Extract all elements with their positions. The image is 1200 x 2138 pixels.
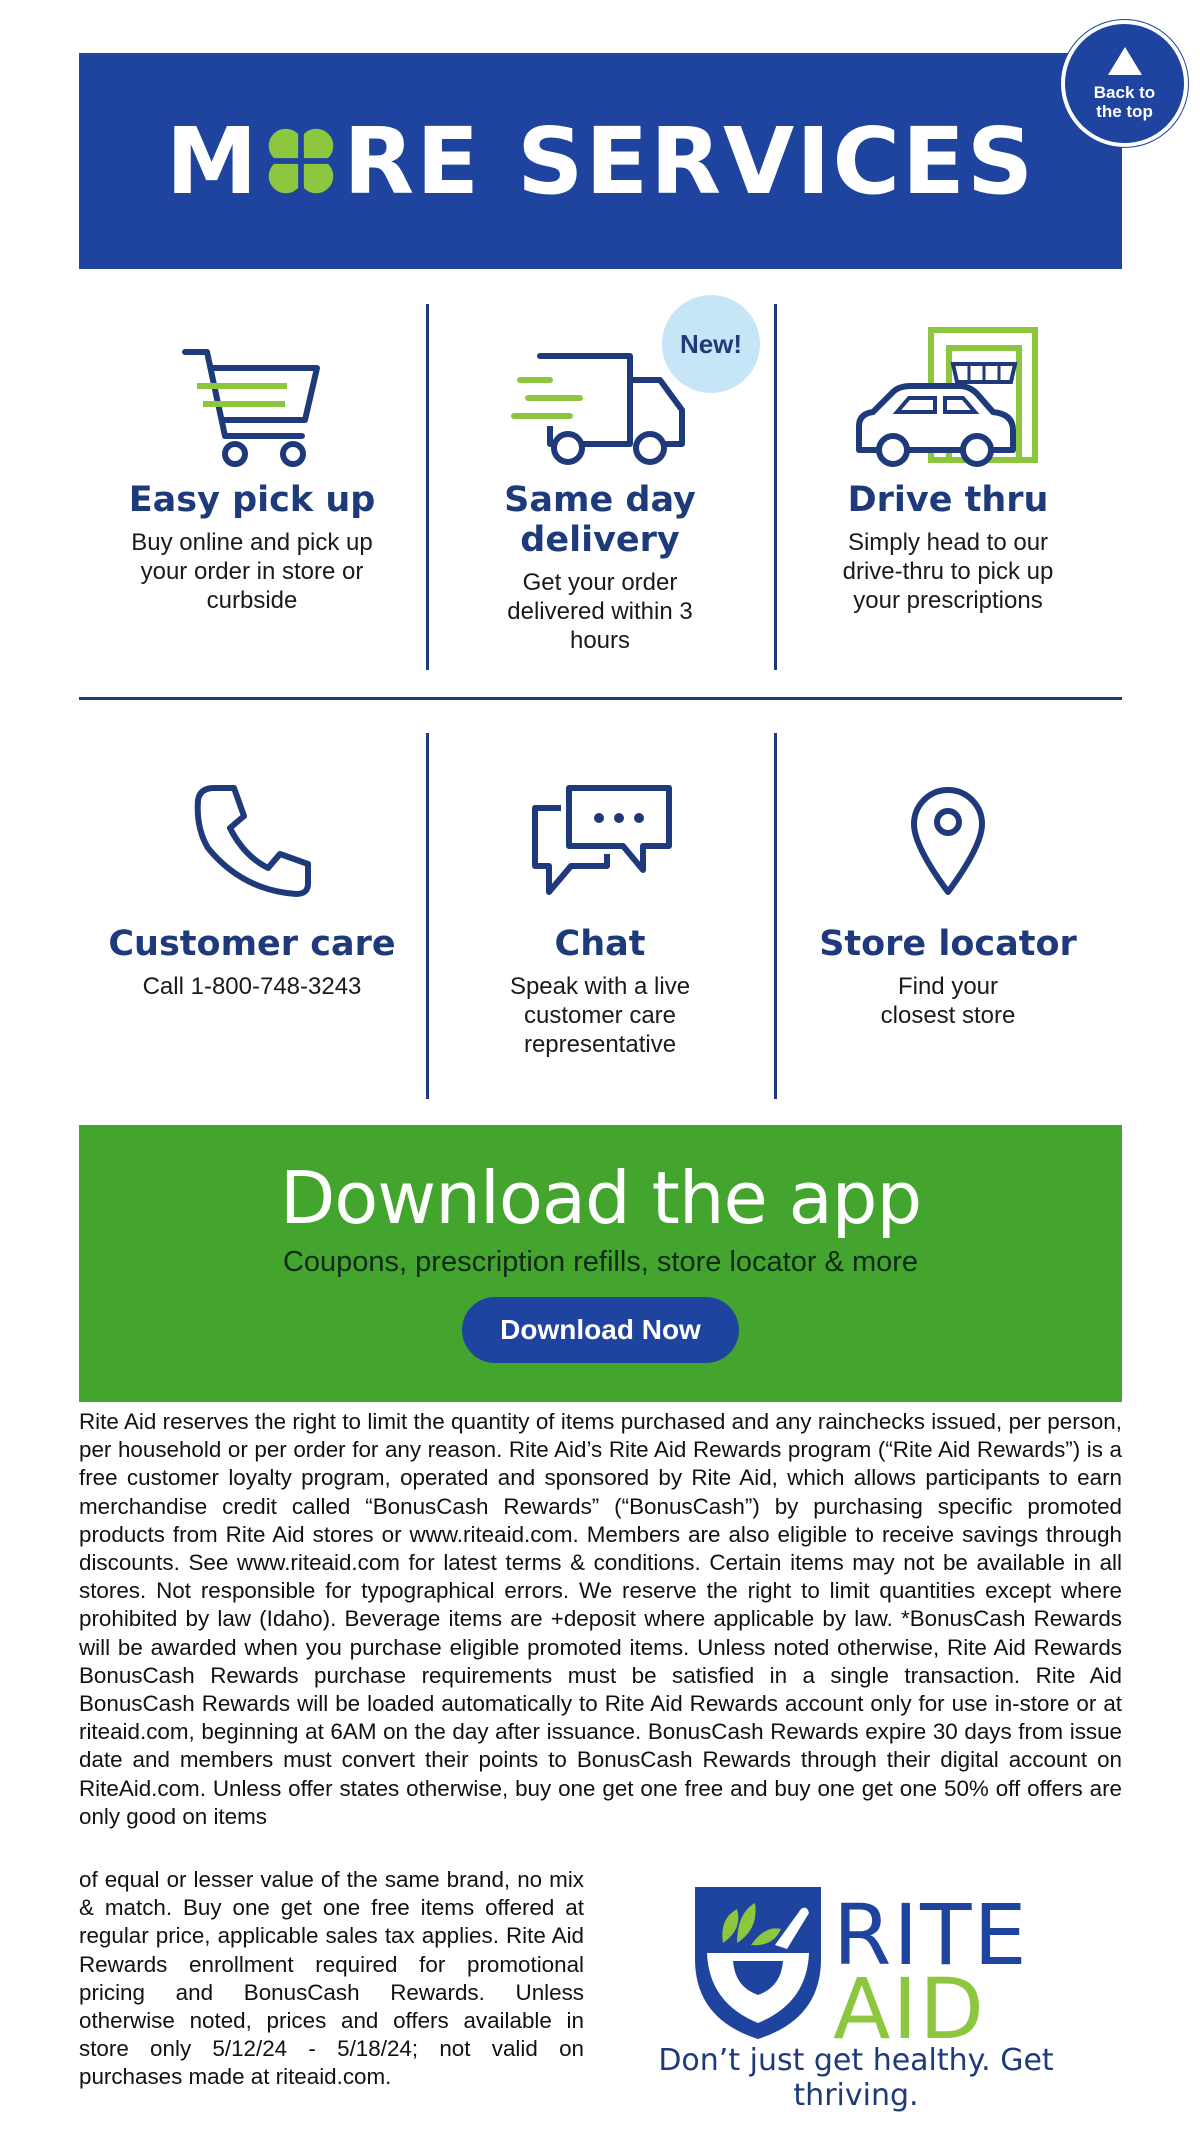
service-description: Buy online and pick up your order in store or curbside: [131, 529, 373, 614]
service-title: Store locator: [819, 924, 1077, 964]
phone-icon: [192, 782, 312, 900]
service-description: Simply head to our drive-thru to pick up your prescriptions: [842, 529, 1054, 614]
grid-divider: [426, 733, 429, 1099]
service-title: Same day delivery: [504, 480, 696, 560]
download-now-button[interactable]: Download Now: [462, 1297, 739, 1363]
logo-word-rite: RITE: [833, 1886, 1029, 1984]
location-pin-icon: [906, 782, 990, 900]
service-title: Easy pick up: [128, 480, 376, 520]
service-title: Chat: [554, 924, 646, 964]
back-to-top-button[interactable]: [1061, 20, 1188, 147]
triangle-up-icon: [1108, 47, 1142, 75]
back-to-top-label: Back to the top: [1093, 82, 1156, 121]
chat-bubbles-icon: [525, 782, 675, 900]
mortar-pestle-shield-icon: [693, 1883, 823, 2043]
app-banner-title: Download the app: [279, 1156, 922, 1240]
grid-divider: [426, 304, 429, 670]
grid-divider: [79, 697, 1122, 700]
page-title: [166, 108, 1035, 215]
service-title: Drive thru: [847, 480, 1049, 520]
new-badge: New!: [662, 295, 760, 393]
clover-icon: [263, 123, 339, 199]
grid-divider: [774, 304, 777, 670]
app-banner-subtitle: Coupons, prescription refills, store locator & more: [282, 1246, 919, 1278]
title-services: SERVICES: [517, 107, 1036, 215]
logo-word-aid: AID: [833, 1960, 986, 2058]
title-letter-m: M: [165, 107, 260, 215]
service-chat[interactable]: [430, 782, 770, 1059]
legal-disclaimer-continued: of equal or lesser value of the same brand, no mix & match. Buy one get one free items offered at regular price, applicable sales tax applies. Rite Aid Rewards enrollment required for promotional pricing and BonusCash Rewards. Unless otherwise noted, prices and offers available in store only 5/12/24 - 5/18/24; not valid on purchases made at riteaid.com.: [79, 1867, 584, 2090]
service-customer-care[interactable]: [82, 782, 422, 1001]
download-app-banner: [79, 1125, 1122, 1402]
delivery-truck-icon: [510, 340, 690, 470]
service-description: Call 1-800-748-3243: [142, 973, 362, 1000]
logo-tagline: Don’t just get healthy. Get thriving.: [658, 2043, 1054, 2113]
service-drive-thru[interactable]: [778, 326, 1118, 615]
shopping-cart-icon: [177, 340, 327, 470]
title-rest: RE: [343, 107, 482, 215]
service-description: Find your closest store: [880, 973, 1016, 1029]
service-description: Get your order delivered within 3 hours: [507, 569, 693, 654]
legal-disclaimer: Rite Aid reserves the right to limit the quantity of items purchased and any rainchecks issued, per person, per household or per order for any reason. Rite Aid’s Rite Aid Rewards program (“Rite Aid Rewards”) is a free customer loyalty program, operated and sponsored by Rite Aid, which allows participants to earn merchandise credit called “BonusCash Rewards” (“BonusCash”) by purchasing specific promoted products from Rite Aid stores or www.riteaid.com. Members are also eligible to receive savings through discounts. See www.riteaid.com for latest terms & conditions. Certain items may not be available in all stores. Not responsible for typographical errors. We reserve the right to limit quantities except where prohibited by law (Idaho). Beverage items are +deposit where applicable by law. *BonusCash Rewards will be awarded when you purchase eligible promoted items. Unless noted otherwise, Rite Aid Rewards BonusCash Rewards purchase requirements must be satisfied in a single transaction. Rite Aid BonusCash Rewards will be loaded automatically to Rite Aid Rewards account only for use in-store or at riteaid.com, beginning at 6AM on the day after issuance. BonusCash Rewards expire 30 days from issue date and members must convert their points to BonusCash Rewards through their digital account on RiteAid.com. Unless offer states otherwise, buy one get one free and buy one get one 50% off offers are only good on items: [79, 1409, 1122, 1829]
service-store-locator[interactable]: [778, 782, 1118, 1030]
service-description: Speak with a live customer care representative: [509, 973, 691, 1058]
service-title: Customer care: [108, 924, 396, 964]
drive-thru-car-icon: [853, 326, 1043, 470]
service-same-day-delivery[interactable]: [430, 340, 770, 655]
more-services-banner: [79, 53, 1122, 269]
service-easy-pick-up[interactable]: [82, 340, 422, 615]
grid-divider: [774, 733, 777, 1099]
